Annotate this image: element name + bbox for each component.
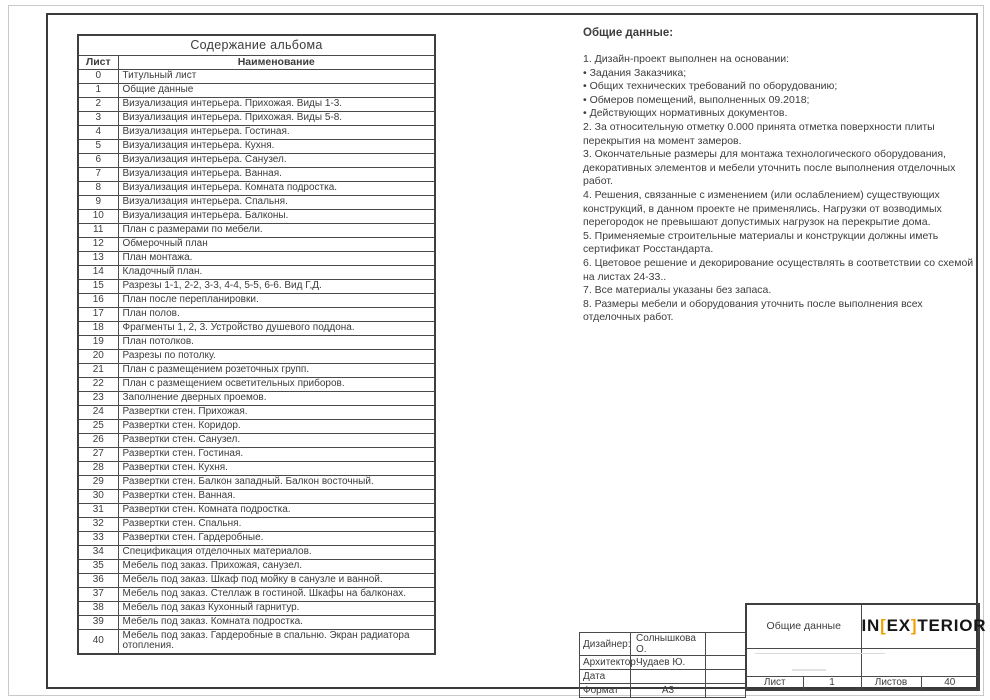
designer-row: [580, 633, 746, 656]
date-row: [580, 670, 746, 684]
toc-body: [78, 69, 435, 654]
table-row: [78, 335, 435, 349]
table-row: [78, 517, 435, 531]
table-row: [78, 391, 435, 405]
table-row: [78, 195, 435, 209]
table-row: [78, 447, 435, 461]
sheet-number-cell: 6: [78, 153, 118, 167]
sheet-number-cell: 34: [78, 545, 118, 559]
logo-bracket-open: [: [880, 616, 887, 636]
sheet-number-cell: 8: [78, 181, 118, 195]
sheet-number-cell: 28: [78, 461, 118, 475]
sheet-number-cell: 24: [78, 405, 118, 419]
table-row: [78, 97, 435, 111]
sheet-number: 1: [803, 676, 861, 690]
sheet-name-cell: Мебель под заказ. Стеллаж в гостиной. Шкафы на балконах.: [118, 587, 435, 601]
sheet-name-cell: План с размещением розеточных групп.: [118, 363, 435, 377]
sheet-number-cell: 21: [78, 363, 118, 377]
note-item: 3. Окончательные размеры для монтажа технологического оборудования, декоративных элементов и мебели уточнить после выполнения отделочных работ.: [583, 148, 956, 188]
date-value: [631, 670, 706, 684]
designer-label: Дизайнер:: [580, 633, 631, 656]
table-row: [78, 531, 435, 545]
sheet-name-cell: Развертки стен. Кухня.: [118, 461, 435, 475]
sheet-number-cell: 31: [78, 503, 118, 517]
sheet-name-cell: Мебель под заказ. Гардеробные в спальню. Экран радиатора отопления.: [118, 629, 435, 654]
sheet-name-cell: Визуализация интерьера. Санузел.: [118, 153, 435, 167]
note-item: • Общих технических требований по оборудованию;: [583, 80, 838, 93]
sheet-label: Лист: [746, 676, 803, 690]
sheet-name-cell: Развертки стен. Прихожая.: [118, 405, 435, 419]
scan-artifact: [792, 669, 826, 671]
table-row: [78, 405, 435, 419]
sheet-name-cell: Развертки стен. Балкон западный. Балкон восточный.: [118, 475, 435, 489]
table-row: [78, 489, 435, 503]
sheet-name-cell: Развертки стен. Коридор.: [118, 419, 435, 433]
sheet-number-cell: 30: [78, 489, 118, 503]
sheet-number-cell: 0: [78, 69, 118, 83]
architect-label: Архитектор:: [580, 656, 631, 670]
column-header-name: Наименование: [118, 55, 435, 69]
sheet-name-cell: Визуализация интерьера. Балконы.: [118, 209, 435, 223]
scan-artifact: [755, 653, 885, 654]
note-item: 5. Применяемые строительные материалы и конструкции должны иметь сертификат Росстандарта.: [583, 229, 939, 256]
sheet-number-cell: 13: [78, 251, 118, 265]
architect-row: [580, 656, 746, 670]
table-row: [78, 307, 435, 321]
sheet-number-cell: 33: [78, 531, 118, 545]
sheet-number-cell: 11: [78, 223, 118, 237]
table-row: [78, 125, 435, 139]
column-header-sheet: Лист: [78, 55, 118, 69]
toc-head: [78, 35, 435, 69]
empty-cell: [706, 684, 746, 698]
sheet-number-cell: 2: [78, 97, 118, 111]
sheet-name-cell: Титульный лист: [118, 69, 435, 83]
general-notes: [583, 27, 977, 325]
note-item: • Действующих нормативных документов.: [583, 107, 788, 120]
contents-title: Содержание альбома: [78, 35, 435, 55]
sheet-number-cell: 10: [78, 209, 118, 223]
sheets-label: Листов: [861, 676, 921, 690]
sheet-number-cell: 4: [78, 125, 118, 139]
table-row: [78, 237, 435, 251]
sheet-number-cell: 14: [78, 265, 118, 279]
table-row: [78, 293, 435, 307]
table-row: [78, 321, 435, 335]
table-row: [78, 111, 435, 125]
table-row: [78, 559, 435, 573]
sheet-name-cell: Развертки стен. Комната подростка.: [118, 503, 435, 517]
table-row: [78, 461, 435, 475]
sheet-number-cell: 15: [78, 279, 118, 293]
sheet-name-cell: Разрезы по потолку.: [118, 349, 435, 363]
sheet-number-cell: 12: [78, 237, 118, 251]
sheet-name-cell: Развертки стен. Гостиная.: [118, 447, 435, 461]
sheet-number-cell: 40: [78, 629, 118, 654]
sheet-number-cell: 18: [78, 321, 118, 335]
table-row: [78, 433, 435, 447]
sheet-name-cell: Визуализация интерьера. Гостиная.: [118, 125, 435, 139]
sheet-name-cell: Развертки стен. Гардеробные.: [118, 531, 435, 545]
table-row: [78, 265, 435, 279]
sheet-number-cell: 29: [78, 475, 118, 489]
sheet-name-cell: Обмерочный план: [118, 237, 435, 251]
sheet-number-cell: 38: [78, 601, 118, 615]
sheet-name-cell: План полов.: [118, 307, 435, 321]
sheet-name-cell: План потолков.: [118, 335, 435, 349]
sheet-name-cell: Мебель под заказ. Шкаф под мойку в санузле и ванной.: [118, 573, 435, 587]
sheet-number-cell: 5: [78, 139, 118, 153]
sheet-name-cell: Фрагменты 1, 2, 3. Устройство душевого поддона.: [118, 321, 435, 335]
titleblock-main: [745, 603, 987, 691]
titleblock-signatures: [579, 632, 746, 698]
table-row: [78, 503, 435, 517]
table-row: [78, 545, 435, 559]
notes-list: [583, 53, 977, 325]
sheet-number-cell: 37: [78, 587, 118, 601]
table-row: [78, 139, 435, 153]
note-item: 6. Цветовое решение и декорирование осуществлять в соответствии со схемой на листах 24-33..: [583, 256, 974, 283]
note-item: 7. Все материалы указаны без запаса.: [583, 284, 772, 297]
document-title: Общие данные: [746, 604, 861, 648]
table-row: [78, 615, 435, 629]
sheet-name-cell: Общие данные: [118, 83, 435, 97]
sheet-name-cell: Визуализация интерьера. Спальня.: [118, 195, 435, 209]
sheet-number-cell: 36: [78, 573, 118, 587]
table-row: [78, 419, 435, 433]
note-item: • Задания Заказчика;: [583, 66, 687, 79]
sheet-name-cell: План с размещением осветительных приборов.: [118, 377, 435, 391]
sheet-name-cell: План монтажа.: [118, 251, 435, 265]
sheet-number-cell: 1: [78, 83, 118, 97]
sheet-number-cell: 32: [78, 517, 118, 531]
sheet-name-cell: План с размерами по мебели.: [118, 223, 435, 237]
sheet-name-cell: Развертки стен. Ванная.: [118, 489, 435, 503]
sheet-number-cell: 23: [78, 391, 118, 405]
architect-name: Чудаев Ю.: [631, 656, 706, 670]
stamp-area: [746, 648, 861, 676]
sheet-name-cell: Заполнение дверных проемов.: [118, 391, 435, 405]
table-row: [78, 83, 435, 97]
sheet-number-cell: 17: [78, 307, 118, 321]
notes-heading: Общие данные:: [583, 27, 674, 39]
sheet-number-cell: 25: [78, 419, 118, 433]
table-row: [78, 279, 435, 293]
table-row: [78, 153, 435, 167]
empty-cell: [706, 670, 746, 684]
sheet-number-cell: 27: [78, 447, 118, 461]
sheet-number-cell: 22: [78, 377, 118, 391]
sheet-number-cell: 16: [78, 293, 118, 307]
sheet-name-cell: Визуализация интерьера. Комната подростка.: [118, 181, 435, 195]
sheet-number-cell: 9: [78, 195, 118, 209]
table-row: [78, 251, 435, 265]
table-row: [78, 573, 435, 587]
sheet-name-cell: Визуализация интерьера. Прихожая. Виды 1-3.: [118, 97, 435, 111]
note-item: 8. Размеры мебели и оборудования уточнить после выполнения всех отделочных работ.: [583, 297, 923, 324]
note-item: 2. За относительную отметку 0.000 принята отметка поверхности плиты перекрытия на момент замеров.: [583, 120, 935, 147]
table-row: [78, 377, 435, 391]
sheet-name-cell: Спецификация отделочных материалов.: [118, 545, 435, 559]
contents-table: [77, 34, 436, 655]
sheet-number-cell: 35: [78, 559, 118, 573]
empty-cell: [706, 633, 746, 656]
sheet-number-cell: 19: [78, 335, 118, 349]
note-item: 4. Решения, связанные с изменением (или ослаблением) существующих конструкций, в данном проекте не применялись. Нагрузки от возводимых перегородок не превышают допустимых нагрузок на перекрытие дома.: [583, 188, 942, 229]
date-label: Дата: [580, 670, 631, 684]
table-row: [78, 475, 435, 489]
table-row: [78, 181, 435, 195]
table-row: [78, 363, 435, 377]
sheet-number-cell: 39: [78, 615, 118, 629]
sheet-name-cell: Визуализация интерьера. Ванная.: [118, 167, 435, 181]
logo-bracket-close: ]: [910, 616, 918, 636]
sheet-name-cell: Разрезы 1-1, 2-2, 3-3, 4-4, 5-5, 6-6. Вид Г,Д.: [118, 279, 435, 293]
table-row: [78, 69, 435, 83]
sheet-name-cell: Мебель под заказ Кухонный гарнитур.: [118, 601, 435, 615]
table-row: [78, 209, 435, 223]
sheet-name-cell: Визуализация интерьера. Прихожая. Виды 5-8.: [118, 111, 435, 125]
designer-name: Солнышкова О.: [631, 633, 706, 656]
note-item: • Обмеров помещений, выполненных 09.2018;: [583, 93, 810, 106]
inexterior-logo: IN[EX]TERIOR: [861, 616, 987, 636]
sheet-name-cell: Развертки стен. Спальня.: [118, 517, 435, 531]
empty-cell: [706, 656, 746, 670]
sheet-name-cell: Развертки стен. Санузел.: [118, 433, 435, 447]
sheet-name-cell: Кладочный план.: [118, 265, 435, 279]
table-row: [78, 349, 435, 363]
sheet-number-cell: 26: [78, 433, 118, 447]
format-label: Формат: [580, 684, 631, 698]
sheets-total: 40: [921, 676, 979, 690]
note-item: 1. Дизайн-проект выполнен на основании:: [583, 53, 790, 65]
table-row: [78, 587, 435, 601]
table-row: [78, 167, 435, 181]
sheet-name-cell: Визуализация интерьера. Кухня.: [118, 139, 435, 153]
sheet-number-cell: 7: [78, 167, 118, 181]
sheet-name-cell: План после перепланировки.: [118, 293, 435, 307]
sheet-name-cell: Мебель под заказ. Комната подростка.: [118, 615, 435, 629]
format-value: А3: [631, 684, 706, 698]
sheet-name-cell: Мебель под заказ. Прихожая, санузел.: [118, 559, 435, 573]
table-row: [78, 629, 435, 654]
format-row: [580, 684, 746, 698]
company-logo: [861, 604, 987, 648]
table-row: [78, 601, 435, 615]
sheet-number-cell: 20: [78, 349, 118, 363]
table-row: [78, 223, 435, 237]
sheet-number-cell: 3: [78, 111, 118, 125]
